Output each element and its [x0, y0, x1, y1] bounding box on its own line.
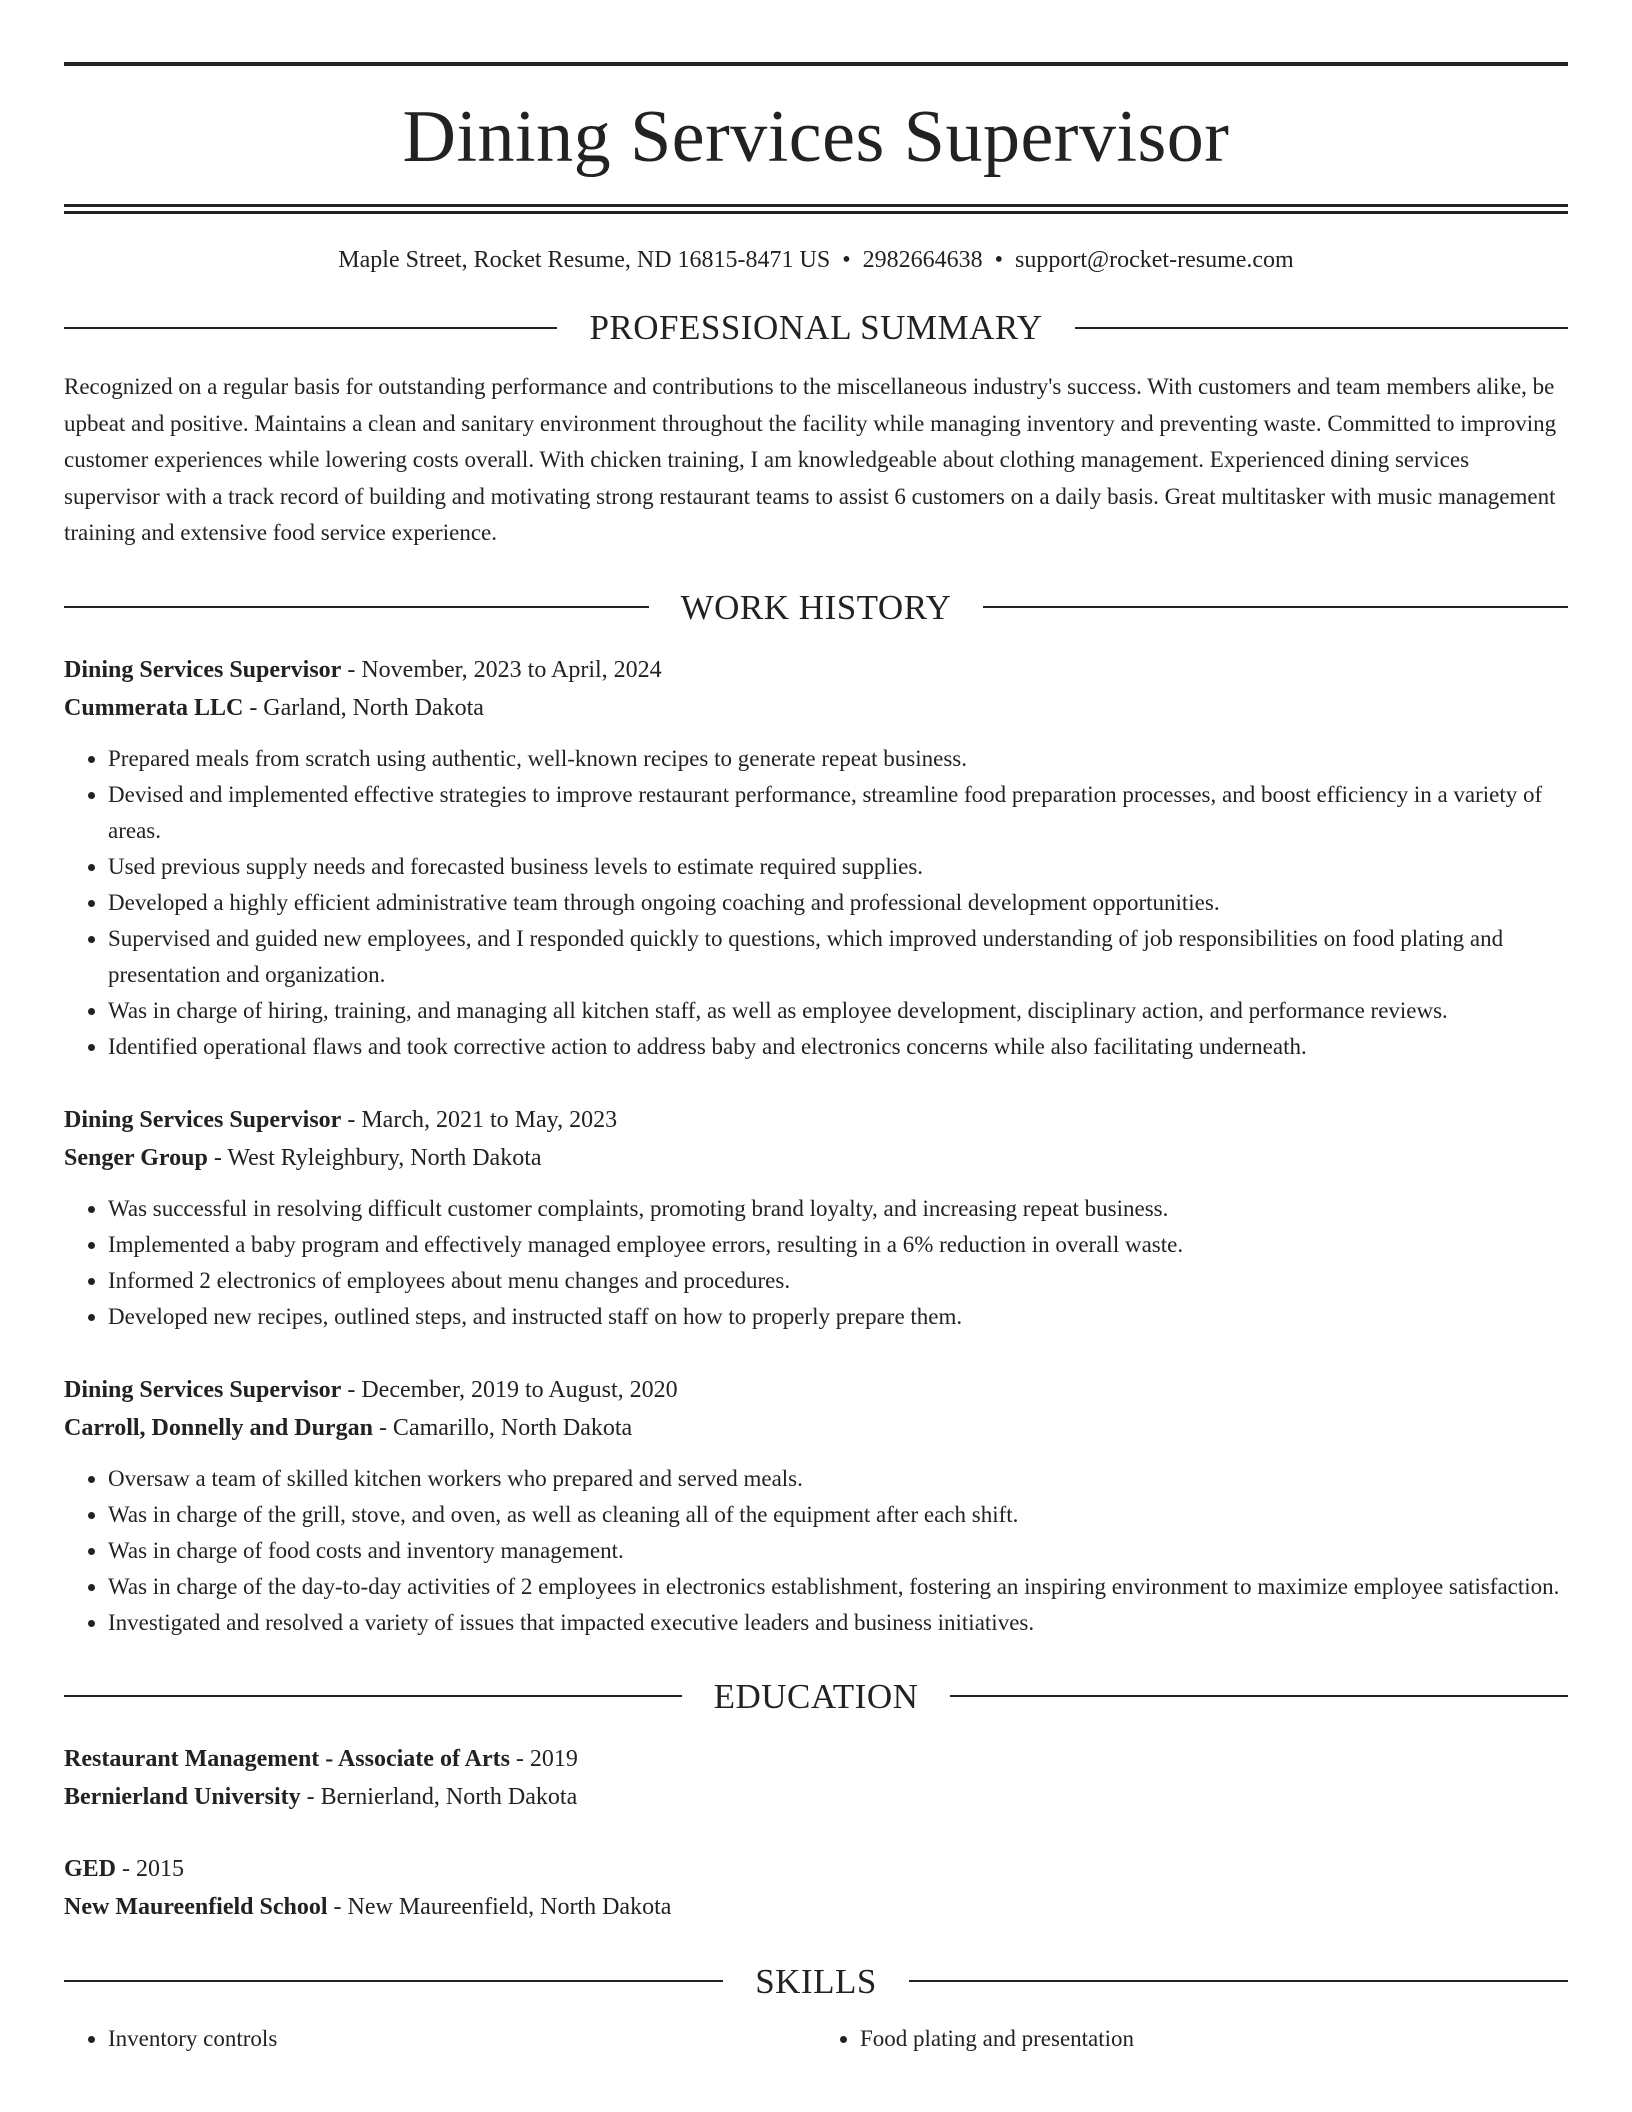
job-bullet: • Developed new recipes, outlined steps, and instructed staff on how to properly prepare them. [108, 1299, 1568, 1335]
job-location: - West Ryleighbury, North Dakota [207, 1144, 542, 1171]
job-title: Dining Services Supervisor [64, 656, 342, 683]
job-entry [64, 651, 1568, 1065]
job-bullet: • Supervised and guided new employees, and I responded quickly to questions, which improved understanding of job responsibilities on food plating and presentation and organization. [108, 921, 1568, 993]
contact-phone: 2982664638 [862, 247, 983, 273]
section-header-summary [64, 310, 1568, 345]
divider-line [64, 1980, 723, 1982]
education-year: - 2015 [116, 1855, 185, 1882]
skills-column-left [64, 2021, 816, 2057]
job-title: Dining Services Supervisor [64, 1106, 342, 1133]
job-company-line [64, 1409, 1568, 1447]
divider-line [64, 327, 557, 329]
job-company: Cummerata LLC [64, 694, 244, 721]
job-bullet: • Devised and implemented effective strategies to improve restaurant performance, streamline food preparation processes, and boost efficiency in a variety of areas. [108, 777, 1568, 849]
title-double-rule [64, 204, 1568, 214]
job-bullets [64, 1191, 1568, 1335]
contact-separator: • [994, 247, 1004, 273]
job-location: - Camarillo, North Dakota [372, 1414, 633, 1441]
job-company: Senger Group [64, 1144, 208, 1171]
section-header-education [64, 1676, 1568, 1716]
job-bullet: • Developed a highly efficient administrative team through ongoing coaching and professional development opportunities. [108, 885, 1568, 921]
education-degree-line [64, 1740, 1568, 1778]
job-bullet: • Investigated and resolved a variety of issues that impacted executive leaders and business initiatives. [108, 1605, 1568, 1641]
education-entry [64, 1850, 1568, 1926]
divider-line [64, 606, 649, 608]
education-school: New Maureenfield School [64, 1893, 328, 1920]
section-title-skills: SKILLS [755, 1961, 877, 2001]
skill-item: • Food plating and presentation [860, 2021, 1568, 2057]
skills-column-right [816, 2021, 1568, 2057]
job-title-line [64, 651, 1568, 689]
job-entry [64, 1101, 1568, 1335]
job-bullets [64, 1461, 1568, 1641]
education-degree-line [64, 1850, 1568, 1888]
contact-email: support@rocket-resume.com [1015, 247, 1294, 273]
resume-title: Dining Services Supervisor [402, 96, 1230, 178]
job-bullet: • Used previous supply needs and forecasted business levels to estimate required supplies. [108, 849, 1568, 885]
section-title-summary: PROFESSIONAL SUMMARY [589, 308, 1043, 347]
job-bullet: • Informed 2 electronics of employees about menu changes and procedures. [108, 1263, 1568, 1299]
job-company: Carroll, Donnelly and Durgan [64, 1414, 373, 1441]
skill-item: • Inventory controls [108, 2021, 816, 2057]
job-location: - Garland, North Dakota [243, 694, 484, 721]
divider-line [64, 1695, 682, 1697]
job-company-line [64, 689, 1568, 727]
job-bullet: • Implemented a baby program and effectively managed employee errors, resulting in a 6% reduction in overall waste. [108, 1227, 1568, 1263]
job-bullet: • Prepared meals from scratch using authentic, well-known recipes to generate repeat business. [108, 741, 1568, 777]
section-title-work: WORK HISTORY [680, 587, 952, 627]
education-school-line [64, 1888, 1568, 1926]
job-bullet: • Was in charge of hiring, training, and managing all kitchen staff, as well as employee development, disciplinary action, and performance reviews. [108, 993, 1568, 1029]
job-bullet: • Was in charge of food costs and inventory management. [108, 1533, 1568, 1569]
job-bullet: • Oversaw a team of skilled kitchen workers who prepared and served meals. [108, 1461, 1568, 1497]
job-bullets [64, 741, 1568, 1065]
divider-line [1075, 327, 1568, 329]
section-title-education: EDUCATION [713, 1676, 919, 1716]
education-school-line [64, 1778, 1568, 1816]
education-location: - Bernierland, North Dakota [300, 1783, 578, 1810]
section-header-skills [64, 1961, 1568, 2001]
job-dates: - December, 2019 to August, 2020 [341, 1376, 678, 1403]
job-bullet: • Was successful in resolving difficult customer complaints, promoting brand loyalty, and increasing repeat business. [108, 1191, 1568, 1227]
job-title-line [64, 1101, 1568, 1139]
job-title: Dining Services Supervisor [64, 1376, 342, 1403]
section-header-work [64, 587, 1568, 627]
job-dates: - November, 2023 to April, 2024 [341, 656, 662, 683]
contact-separator: • [842, 247, 851, 273]
job-bullet: • Was in charge of the day-to-day activities of 2 employees in electronics establishment, fostering an inspiring environment to maximize employee satisfaction. [108, 1569, 1568, 1605]
divider-line [983, 606, 1568, 608]
skills-list [64, 2021, 1568, 2057]
job-bullet: • Was in charge of the grill, stove, and oven, as well as cleaning all of the equipment after each shift. [108, 1497, 1568, 1533]
top-rule [64, 62, 1568, 66]
education-school: Bernierland University [64, 1783, 301, 1810]
job-bullet: • Identified operational flaws and took corrective action to address baby and electronics concerns while also facilitating underneath. [108, 1029, 1568, 1065]
education-year: - 2019 [509, 1745, 578, 1772]
job-company-line [64, 1139, 1568, 1177]
job-entry [64, 1371, 1568, 1641]
contact-address: Maple Street, Rocket Resume, ND 16815-8471 US [338, 247, 831, 273]
education-entry [64, 1740, 1568, 1816]
job-title-line [64, 1371, 1568, 1409]
education-degree: Restaurant Management - Associate of Arts [64, 1745, 510, 1772]
contact-line [64, 248, 1568, 272]
divider-line [950, 1695, 1568, 1697]
education-location: - New Maureenfield, North Dakota [327, 1893, 672, 1920]
divider-line [909, 1980, 1568, 1982]
education-degree: GED [64, 1855, 117, 1882]
summary-paragraph: Recognized on a regular basis for outstanding performance and contributions to the miscellaneous industry's success. With customers and team members alike, be upbeat and positive. Maintains a clean and sanitary environment throughout the facility while managing inventory and preventing waste. Committed to improving customer experiences while lowering costs overall. With chicken training, I am knowledgeable about clothing management. Experienced dining services supervisor with a track record of building and motivating strong restaurant teams to assist 6 customers on a daily basis. Great multitasker with music management training and extensive food service experience. [64, 374, 1557, 545]
job-dates: - March, 2021 to May, 2023 [341, 1106, 618, 1133]
